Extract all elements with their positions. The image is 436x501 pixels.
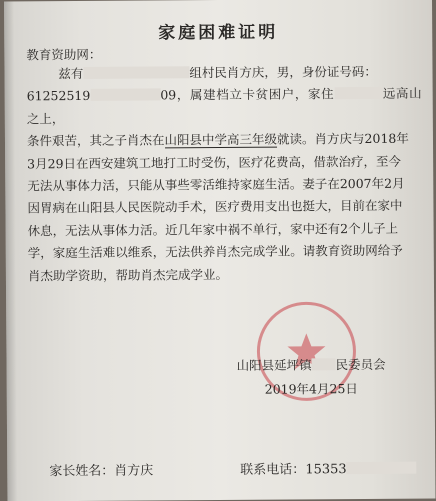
- id-number-part: 09: [160, 87, 177, 103]
- school-name: 山阳县中学高三年级: [164, 131, 278, 148]
- issuer-name-part: 山阳县延坪镇: [236, 357, 312, 373]
- id-number-part: 61252519: [26, 88, 91, 104]
- redaction-block: [358, 87, 382, 99]
- issuer-name-part: 民委员会: [335, 356, 386, 373]
- contact-phone: [240, 458, 417, 478]
- text-segment: ，属建档立卡贫困户，家住: [176, 86, 335, 103]
- body-line-7: 休息，无法从事体力活。近几年家中祸不单行，家中还有2个儿子上: [27, 220, 399, 239]
- text-segment: 组村民肖方庆，男，身份证号码：: [189, 63, 377, 81]
- text-segment: 就读。肖方庆与2018年: [276, 130, 409, 147]
- body-line-9: 肖杰助学资助，帮助肖杰完成学业。: [27, 266, 228, 283]
- contact-number: 15353: [305, 462, 347, 478]
- document-title: 家庭困难证明: [158, 22, 279, 44]
- redaction-block: [334, 87, 358, 99]
- document-page: [4, 0, 435, 501]
- body-line-5: 无法从事体力活，只能从事些零活维持家庭生活。妻子在2007年2月: [27, 175, 405, 194]
- issue-date: 2019年4月25日: [264, 381, 358, 397]
- page-edge-shadow: [4, 1, 17, 501]
- redaction-block: [347, 462, 417, 474]
- salutation: 教育资助网：: [26, 46, 102, 63]
- text-segment: 远高山之上，: [26, 85, 422, 127]
- body-line-8: 学，家庭生活难以维系，无法供养肖杰完成学业。请教育资助网给予: [27, 242, 403, 261]
- text-segment: 兹有: [58, 65, 84, 82]
- body-line-3: [27, 128, 422, 153]
- contact-label: 联系电话：: [240, 462, 306, 478]
- redaction-block: [90, 89, 160, 101]
- redaction-block: [83, 66, 153, 78]
- body-line-6: 因胃病在山阳县人民医院动手术，医疗费用支出也挺大，目前在家中: [27, 198, 403, 216]
- issuer: [236, 355, 385, 374]
- body-line-2: [27, 83, 422, 131]
- document-body: [26, 61, 423, 288]
- body-line-4: 3月29日在西安建筑工地打工时受伤，医疗花费高，借款治疗，至今: [27, 153, 402, 171]
- text-segment: 条件艰苦，其之子肖杰在: [26, 132, 165, 149]
- redaction-block: [153, 66, 189, 78]
- body-line-1: [26, 61, 421, 86]
- parent-name: 家长姓名：肖方庆: [49, 463, 154, 480]
- redaction-block: [312, 358, 336, 370]
